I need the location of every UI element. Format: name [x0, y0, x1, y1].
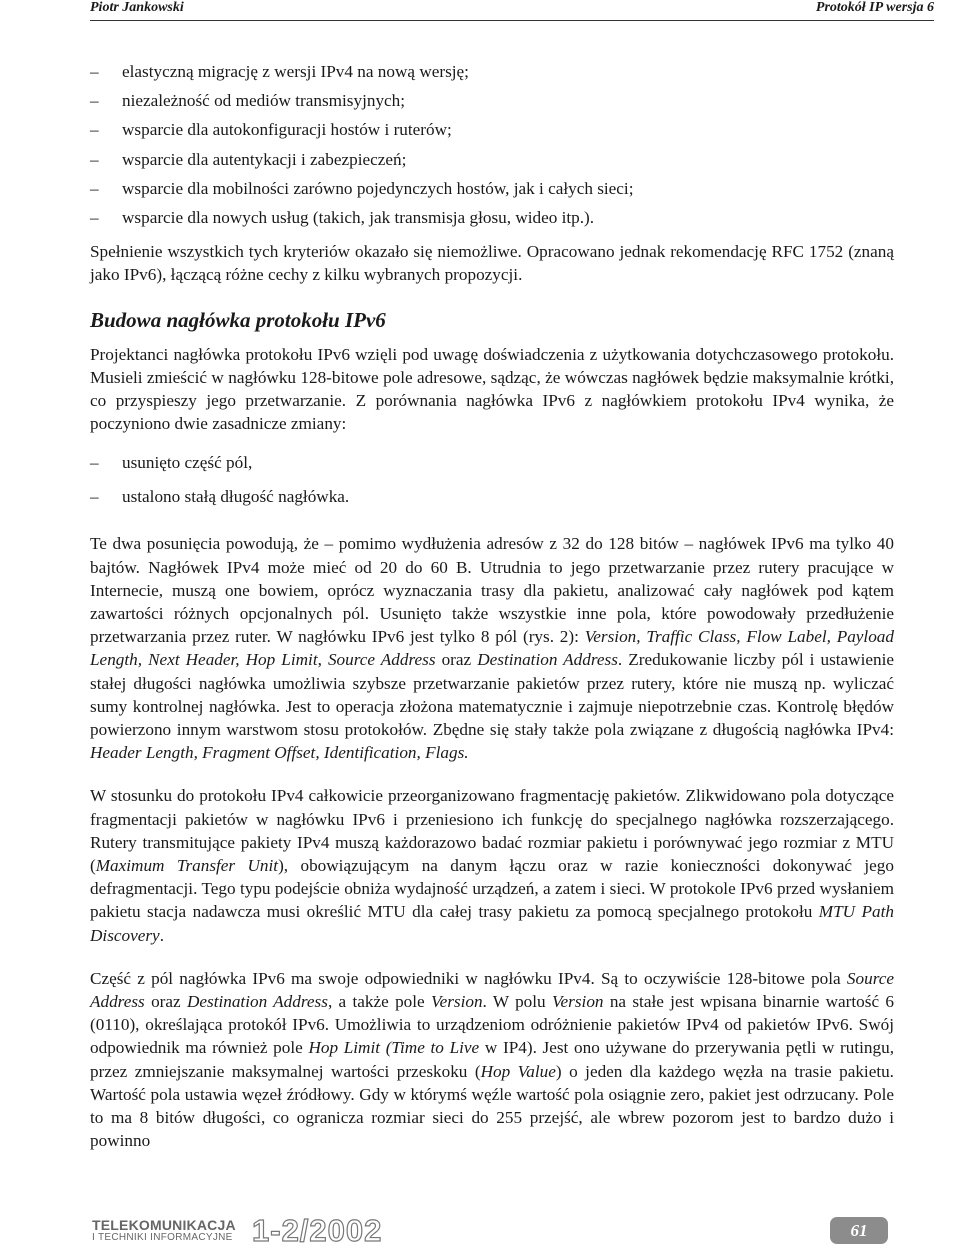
paragraph: W stosunku do protokołu IPv4 całkowicie przeorganizowano fragmentację pakietów. Zlikwidowano pola dotyczące fragmentacji pakietów w nagłówku IPv6 i przeniesiono ich funkcję do specjalnego nagłówka rozszerzającego. Rutery transmitujące pakiety IPv4 muszą każdorazowo badać rozmiar pakietu i porównywać jego rozmiar z MTU (Maximum Transfer Unit), obowiązującym na danym łączu oraz w razie konieczności dokonywać jego defragmentacji. Tego typu podejście obniża wydajność urządzeń, a zatem i sieci. W protokole IPv6 przed wysłaniem pakietu stacja nadawcza musi określić MTU dla całej trasy pakietu za pomocą specjalnego protokołu MTU Path Discovery. [90, 786, 894, 945]
header-title: Protokół IP wersja 6 [815, 0, 934, 15]
page-footer [0, 1208, 960, 1248]
issue-number: 1-2/2002 [252, 1213, 383, 1248]
list-item: – wsparcie dla nowych usług (takich, jak transmisja głosu, wideo itp.). [90, 203, 894, 232]
paragraph: Część z pól nagłówka IPv6 ma swoje odpowiedniki w nagłówku IPv4. Są to oczywiście 128-bitowe pola Source Address oraz Destination Address, a także pole Version. W polu Version na stałe jest wpisana binarnie wartość 6 (0110), określająca protokół IPv6. Umożliwia to urządzeniom odróżnienie pakietów IPv4 od pakietów IPv6. Swój odpowiednik ma również pole Hop Limit (Time to Live w IP4). Jest ono używane do przerywania pętli w rutingu, przez zmniejszanie maksymalnej wartości przeskoku (Hop Value) o jeden dla każdego węzła na trasie pakietu. Wartość pola ustawia węzeł źródłowy. Gdy w którymś węźle wartość pola osiągnie zero, pakiet jest odrzucany. Pole to ma 8 bitów długości, co ogranicza rozmiar sieci do 255 przejść, ale wbrew pozorom jest to bardzo dużo i powinno [90, 968, 894, 1151]
section-heading: Budowa nagłówka protokołu IPv6 [90, 307, 386, 332]
list-item: – wsparcie dla autentykacji i zabezpieczeń; [90, 145, 894, 174]
list-item: – niezależność od mediów transmisyjnych; [90, 86, 894, 115]
paragraph: Spełnienie wszystkich tych kryteriów okazało się niemożliwe. Opracowano jednak rekomendację RFC 1752 (znaną jako IPv6), łączącą różne cechy z kilku wybranych propozycji. [90, 242, 894, 285]
magazine-name: TELEKOMUNIKACJA [92, 1217, 236, 1233]
changes-list [90, 446, 894, 514]
magazine-subtitle: I TECHNIKI INFORMACYJNE [92, 1232, 233, 1243]
list-item: – elastyczną migrację z wersji IPv4 na nową wersję; [90, 57, 894, 86]
list-item: – usunięto część pól, [90, 446, 894, 480]
requirements-list [90, 57, 894, 232]
paragraph: Projektanci nagłówka protokołu IPv6 wzięli pod uwagę doświadczenia z użytkowania dotychczasowego protokołu. Musieli zmieścić w nagłówku 128-bitowe pole adresowe, sądząc, że wówczas nagłówek będzie maksymalnie krótki, co przyspieszy jego przetwarzanie. Z porównania nagłówka IPv6 z nagłówkiem protokołu IPv4 wynika, że poczyniono dwie zasadnicze zmiany: [90, 344, 894, 434]
running-header [90, 0, 934, 21]
page-number: 61 [830, 1217, 888, 1244]
list-item: – wsparcie dla mobilności zarówno pojedynczych hostów, jak i całych sieci; [90, 174, 894, 203]
paragraph: Te dwa posunięcia powodują, że – pomimo wydłużenia adresów z 32 do 128 bitów – nagłówek IPv6 ma tylko 40 bajtów. Nagłówek IPv4 może mieć od 20 do 60 B. Utrudnia to jego przetwarzanie przez rutery pracujące w Internecie, muszą one bowiem, oprócz wyznaczania trasy dla pakietu, analizować cały nagłówek pod kątem zawartości różnych opcjonalnych pól. Usunięto także wszystkie inne pola, które powodowały przedłużenie przetwarzania przez ruter. W nagłówku IPv6 jest tylko 8 pól (rys. 2): Version, Traffic Class, Flow Label, Payload Length, Next Header, Hop Limit, Source Address oraz Destination Address. Zredukowanie liczby pól i ustawienie stałej długości nagłówka umożliwia szybsze przetwarzanie pakietów przez rutery, które nie muszą np. wyliczać sumy kontrolnej nagłówka. Jest to operacja złożona matematycznie i zajmuje niepotrzebnie czas. Kontrolę błędów powierzono innym warstwom stosu protokołów. Zbędne się stały także pola związane z długością nagłówka IPv4: Header Length, Fragment Offset, Identification, Flags. [90, 534, 894, 763]
magazine-logo [92, 1218, 236, 1244]
list-item: – ustalono stałą długość nagłówka. [90, 480, 894, 514]
header-author: Piotr Jankowski [90, 0, 184, 15]
body-text [90, 57, 894, 1163]
list-item: – wsparcie dla autokonfiguracji hostów i ruterów; [90, 115, 894, 144]
